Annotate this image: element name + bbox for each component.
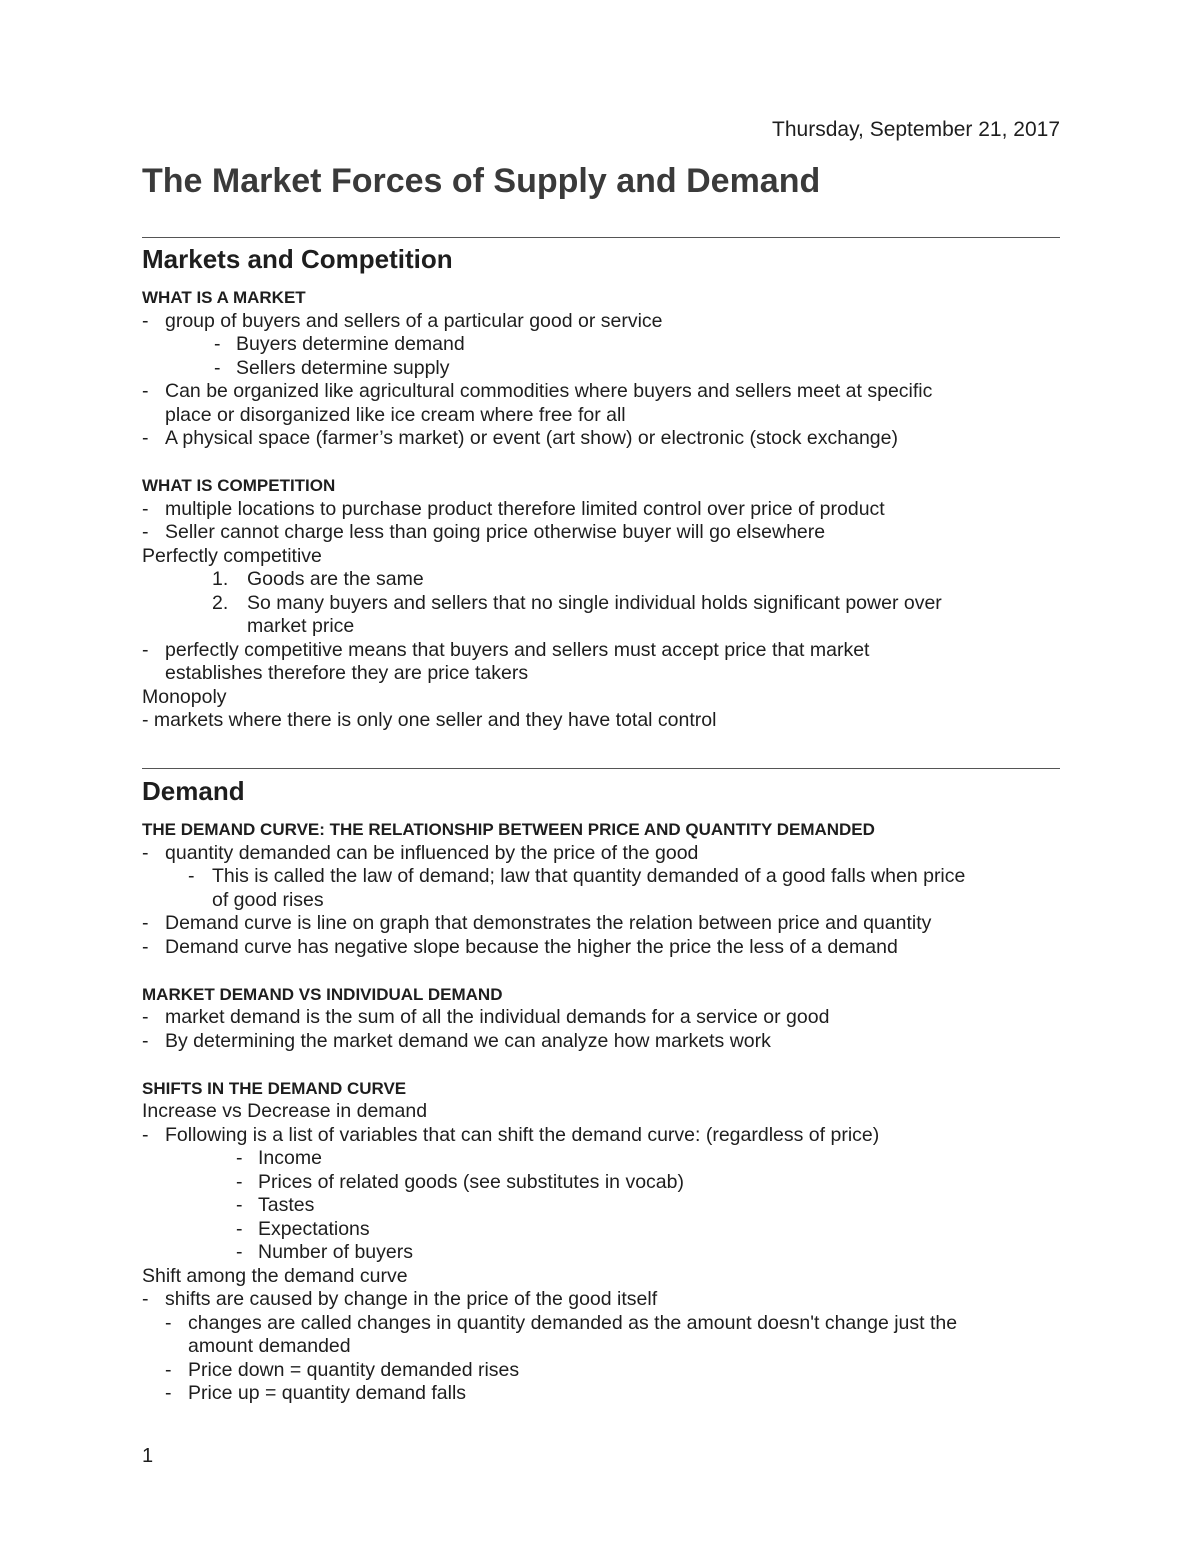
heading-market-demand: MARKET DEMAND VS INDIVIDUAL DEMAND [142,984,503,1004]
text-line: - markets where there is only one seller and they have total control [142,709,717,731]
section-title-markets: Markets and Competition [142,244,453,274]
list-item: - multiple locations to purchase product therefore limited control over price of product [142,497,885,520]
section-title-demand: Demand [142,776,245,806]
list-item: - market demand is the sum of all the individual demands for a service or good [142,1006,830,1028]
list-item-continuation: establishes therefore they are price takers [165,662,529,684]
list-item: - Price down = quantity demanded rises [165,1358,520,1381]
list-item: - Can be organized like agricultural commodities where buyers and sellers meet at specific [142,380,933,402]
list-item: - perfectly competitive means that buyers and sellers must accept price that market [142,638,870,661]
text-line: Increase vs Decrease in demand [142,1100,428,1122]
list-item: - Sellers determine supply [214,356,450,379]
section-divider [142,237,1060,238]
heading-shifts: SHIFTS IN THE DEMAND CURVE [142,1078,407,1098]
text-line: Monopoly [142,685,227,708]
text-line: Perfectly competitive [142,544,322,567]
list-item: - Number of buyers [236,1241,413,1263]
list-item: - Following is a list of variables that can shift the demand curve: (regardless of price) [142,1123,880,1146]
list-item: - Price up = quantity demand falls [165,1382,467,1404]
heading-what-is-market: WHAT IS A MARKET [142,288,306,307]
page-number: 1 [142,1445,154,1467]
heading-what-is-competition: WHAT IS COMPETITION [142,476,336,495]
list-item-continuation: amount demanded [188,1335,351,1357]
list-item: - Tastes [236,1194,315,1216]
list-item: - Income [236,1147,322,1169]
list-item: - shifts are caused by change in the price of the good itself [142,1288,658,1310]
numbered-item: 2. So many buyers and sellers that no single individual holds significant power over [212,591,942,614]
list-item: - Seller cannot charge less than going price otherwise buyer will go elsewhere [142,521,826,543]
list-item: - Prices of related goods (see substitutes in vocab) [236,1170,684,1193]
list-item: - Demand curve has negative slope because the higher the price the less of a demand [142,935,898,958]
numbered-item: 1. Goods are the same [212,568,424,590]
list-item: - Buyers determine demand [214,333,465,355]
list-item-continuation: of good rises [212,888,324,911]
list-item: - Demand curve is line on graph that demonstrates the relation between price and quantity [142,912,932,934]
list-item: - quantity demanded can be influenced by the price of the good [142,841,699,864]
list-item: - A physical space (farmer’s market) or event (art show) or electronic (stock exchange) [142,427,898,449]
list-item-continuation: place or disorganized like ice cream where free for all [165,403,626,426]
document-date: Thursday, September 21, 2017 [772,118,1060,141]
list-item: - By determining the market demand we can analyze how markets work [142,1029,771,1052]
list-item: - group of buyers and sellers of a particular good or service [142,309,663,332]
markets-section-body [142,286,1060,733]
list-item: - Expectations [236,1217,370,1240]
numbered-item-continuation: market price [247,615,355,637]
list-item: - This is called the law of demand; law that quantity demanded of a good falls when price [188,865,966,887]
text-line: Shift among the demand curve [142,1264,408,1287]
document-title: The Market Forces of Supply and Demand [142,162,821,200]
heading-demand-curve: THE DEMAND CURVE: THE RELATIONSHIP BETWEEN PRICE AND QUANTITY DEMANDED [142,820,875,839]
demand-section-body [142,818,1060,1406]
list-item: - changes are called changes in quantity demanded as the amount doesn't change just the [165,1311,958,1334]
section-divider [142,768,1060,769]
